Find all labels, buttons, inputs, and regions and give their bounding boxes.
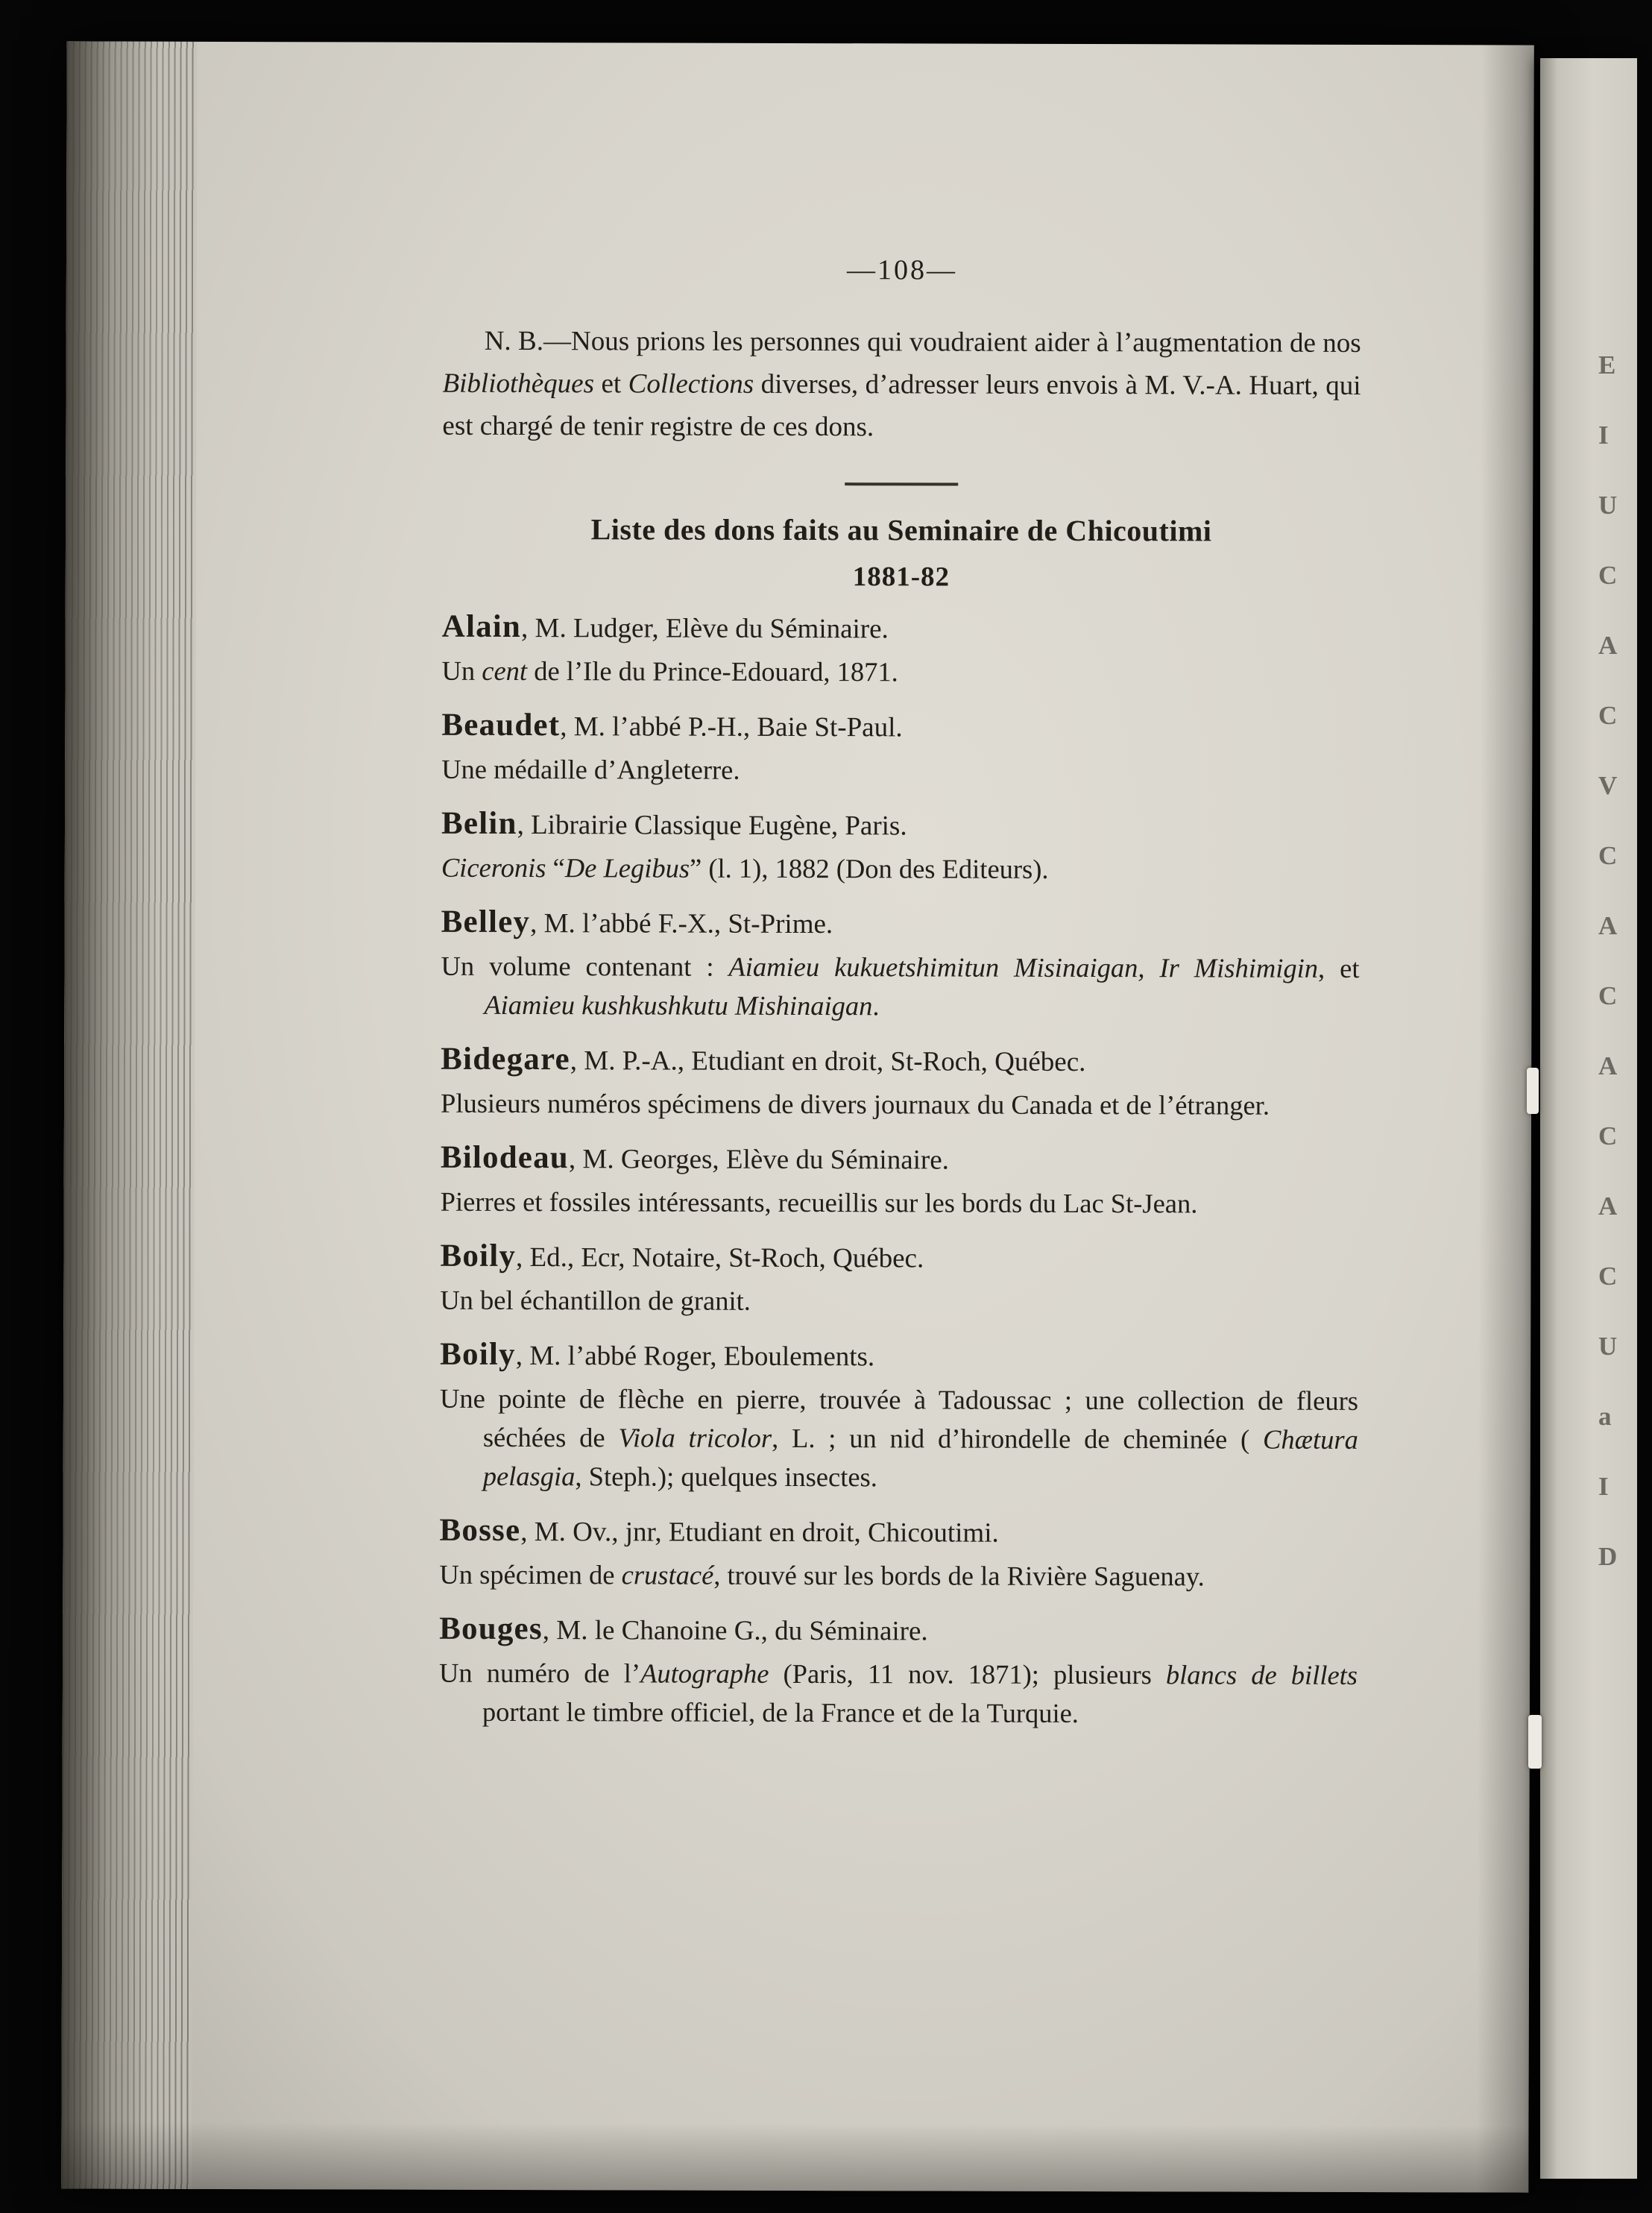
entry-body: Une médaille d’Angleterre. xyxy=(441,753,740,785)
entry-header: Bidegare, M. P.-A., Etudiant en droit, St-Roch, Québec. xyxy=(441,1041,1086,1078)
donation-entry xyxy=(440,1335,1359,1498)
entry-body: Un bel échantillon de granit. xyxy=(440,1284,751,1316)
book-page xyxy=(61,41,1534,2192)
entry-header: Bosse, M. Ov., jnr, Etudiant en droit, Chicoutimi. xyxy=(439,1512,999,1549)
nb-paragraph: N. B.—Nous prions les personnes qui voudraient aider à l’augmentation de nos Bibliothèques et Collections diverses, d’adresser leurs envois à M. V.-A. Huart, qui est chargé de tenir registre de ces dons. xyxy=(442,325,1361,443)
entry-body: Un numéro de l’Autographe (Paris, 11 nov. 1871); plusieurs blancs de billets portant le timbre officiel, de la France et de la Turquie. xyxy=(438,1657,1358,1728)
entry-body: Un cent de l’Ile du Prince-Edouard, 1871. xyxy=(441,655,898,687)
section-title: Liste des dons faits au Seminaire de Chicoutimi xyxy=(590,512,1212,548)
entry-body: Une pointe de flèche en pierre, trouvée à Tadoussac ; une collection de fleurs séchées de Viola tricolor, L. ; un nid d’hirondelle de cheminée ( Chætura pelasgia, Steph.); quelques insectes. xyxy=(439,1382,1359,1493)
donation-entry xyxy=(441,804,1360,890)
entry-header: Beaudet, M. l’abbé P.-H., Baie St-Paul. xyxy=(441,707,903,743)
entry-header: Boily, M. l’abbé Roger, Eboulements. xyxy=(440,1336,875,1373)
donation-entry xyxy=(441,1138,1359,1224)
donation-entry xyxy=(439,1511,1358,1596)
entry-header: Belin, Librairie Classique Eugène, Paris. xyxy=(441,805,907,842)
entry-header: Boily, Ed., Ecr, Notaire, St-Roch, Québec. xyxy=(440,1238,924,1274)
paper-fragment xyxy=(1527,1068,1539,1114)
entry-body: Plusieurs numéros spécimens de divers journaux du Canada et de l’étranger. xyxy=(440,1087,1270,1121)
entry-body: Un volume contenant : Aiamieu kukuetshimitun Misinaigan, Ir Mishimigin, et Aiamieu kushkushkutu Mishinaigan. xyxy=(441,950,1360,1021)
donation-entry xyxy=(441,607,1360,693)
entry-header: Bilodeau, M. Georges, Elève du Séminaire. xyxy=(440,1139,949,1176)
entry-body: Un spécimen de crustacé, trouvé sur les bords de la Rivière Saguenay. xyxy=(439,1558,1205,1592)
entry-body: Ciceronis “De Legibus” (l. 1), 1882 (Don des Editeurs). xyxy=(441,851,1049,884)
right-page-edge xyxy=(1540,58,1637,2179)
entry-header: Bouges, M. le Chanoine G., du Séminaire. xyxy=(439,1611,928,1647)
book-gutter-page-edges xyxy=(61,41,198,2188)
section-divider-rule xyxy=(845,482,958,485)
section-subtitle: 1881-82 xyxy=(852,561,950,593)
donation-entry xyxy=(441,1039,1359,1125)
entry-body: Pierres et fossiles intéressants, recueillis sur les bords du Lac St-Jean. xyxy=(440,1186,1198,1219)
donation-entry xyxy=(441,705,1360,791)
entry-header: Belley, M. l’abbé F.-X., St-Prime. xyxy=(441,904,833,940)
page-bottom-shadow xyxy=(61,2121,1528,2192)
page-number: —108— xyxy=(846,254,958,286)
printed-content xyxy=(439,43,1362,1734)
right-page-text-fragments: E I U C A C V C A C A C A C U a I D xyxy=(1598,350,1618,1571)
donation-entry xyxy=(440,1236,1358,1322)
entry-header: Alain, M. Ludger, Elève du Séminaire. xyxy=(441,608,889,645)
donation-entry xyxy=(441,902,1359,1027)
page-right-shadow xyxy=(1476,45,1534,2192)
paper-fragment xyxy=(1528,1715,1542,1769)
donation-entry xyxy=(439,1609,1358,1734)
